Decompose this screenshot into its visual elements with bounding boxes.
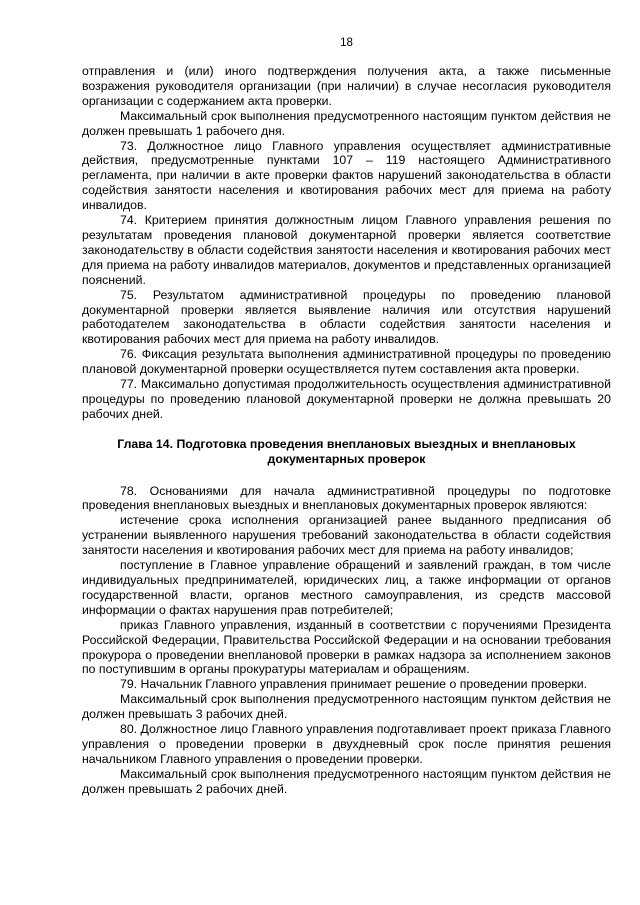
paragraph-p-77: 77. Максимально допустимая продолжительность осуществления административной процедуры по проведению плановой документарной проверки не должна превышать 20 рабочих дней. (82, 377, 611, 421)
paragraph-p-74: 74. Критерием принятия должностным лицом Главного управления решения по результатам проведения плановой документарной проверки является соответствие законодательству в области содействия занятости населения и квотирования рабочих мест для приема на работу инвалидов материалов, документов и представленных организацией пояснений. (82, 213, 611, 287)
paragraph-p-75: 75. Результатом административной процедуры по проведению плановой документарной проверки является выявление наличия или отсутствия нарушений работодателем законодательства в области содействия занятости населения и квотирования рабочих мест для приема на работу инвалидов. (82, 287, 611, 347)
paragraph-p-80-term: Максимальный срок выполнения предусмотренного настоящим пунктом действия не должен превышать 2 рабочих дней. (82, 766, 611, 796)
paragraph-p-79: 79. Начальник Главного управления принимает решение о проведении проверки. (120, 677, 588, 692)
section-before-chapter (82, 64, 611, 422)
paragraph-p-cont: отправления и (или) иного подтверждения получения акта, а также письменные возражения руководителя организации (при наличии) в случае несогласия руководителя организации с содержанием акта проверки. (82, 64, 611, 108)
page-number: 18 (340, 37, 353, 49)
section-after-chapter (82, 484, 611, 797)
chapter-title: Глава 14. Подготовка проведения внеплановых выездных и внеплановых документарных проверок (117, 436, 576, 466)
paragraph-p-78-b: поступление в Главное управление обращений и заявлений граждан, в том числе индивидуальных предпринимателей, юридических лиц, а также информации от органов государственной власти, органов местного самоуправления, из средств массовой информации о фактах нарушения прав потребителей; (82, 558, 611, 617)
paragraph-p-78-a: истечение срока исполнения организацией ранее выданного предписания об устранении выявленного нарушения требований законодательства в области содействия занятости населения и квотирования рабочих мест для приема на работу инвалидов; (82, 513, 611, 558)
document-page (82, 36, 611, 797)
paragraph-p-80: 80. Должностное лицо Главного управления подготавливает проект приказа Главного управления о проведении проверки в двухдневный срок после принятия решения начальником Главного управления о проведении проверки. (82, 722, 611, 766)
paragraph-p-78: 78. Основаниями для начала административной процедуры по подготовке проведения внеплановых выездных и внеплановых документарных проверок являются: (82, 483, 611, 513)
paragraph-p-76: 76. Фиксация результата выполнения административной процедуры по проведению плановой документарной проверки осуществляется путем составления акта проверки. (82, 347, 611, 377)
paragraph-p-73: 73. Должностное лицо Главного управления осуществляет административные действия, предусмотренные пунктами 107 – 119 настоящего Административного регламента, при наличии в акте проверки фактов нарушений законодательства в области содействия занятости населения и квотирования рабочих мест для приема на работу инвалидов. (82, 138, 611, 213)
paragraph-p-78-c: приказ Главного управления, изданный в соответствии с поручениями Президента Российской Федерации, Правительства Российской Федерации и на основании требования прокурора о проведении внеплановой проверки в рамках надзора за исполнением законов по поступившим в органы прокуратуры материалам и обращениям. (82, 617, 611, 677)
paragraph-p-79-term: Максимальный срок выполнения предусмотренного настоящим пунктом действия не должен превышать 3 рабочих дней. (82, 692, 611, 722)
paragraph-p-72-term: Максимальный срок выполнения предусмотренного настоящим пунктом действия не должен превышать 1 рабочего дня. (82, 108, 611, 138)
